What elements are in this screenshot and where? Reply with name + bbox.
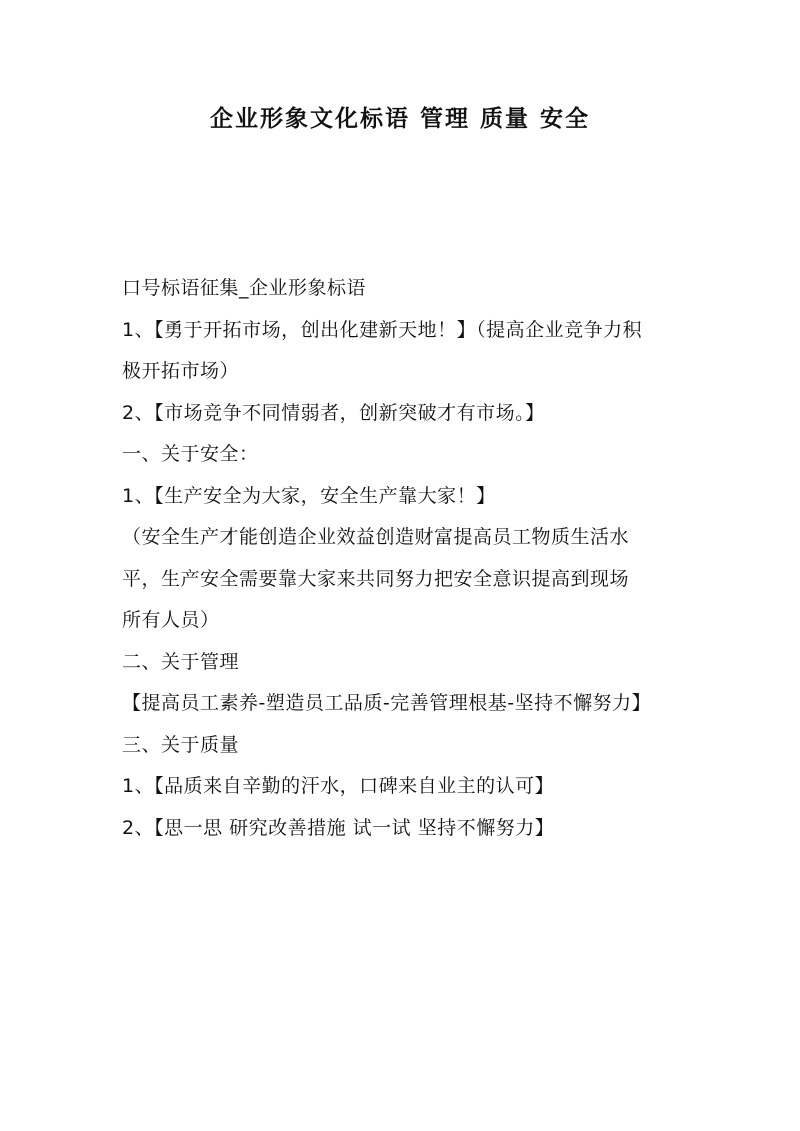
body-line: 口号标语征集_企业形象标语 (122, 277, 367, 299)
body-line: 1、【品质来自辛勤的汗水，口碑来自业主的认可】 (122, 775, 555, 797)
document-body (122, 268, 688, 849)
body-line: 所有人员） (122, 609, 220, 631)
body-line: 极开拓市场） (122, 360, 240, 382)
section-heading-safety: 一、关于安全： (122, 443, 259, 465)
body-line: 【提高员工素养-塑造员工品质-完善管理根基-坚持不懈努力】 (122, 692, 652, 714)
body-line: 平，生产安全需要靠大家来共同努力把安全意识提高到现场 (122, 567, 630, 590)
body-line: 1、【勇于开拓市场，创出化建新天地！】（提高企业竞争力积 (122, 318, 643, 341)
document-title: 企业形象文化标语 管理 质量 安全 (209, 106, 591, 132)
body-line: （安全生产才能创造企业效益创造财富提高员工物质生活水 (122, 526, 630, 548)
section-heading-management: 二、关于管理 (122, 650, 240, 673)
section-heading-quality: 三、关于质量 (122, 733, 240, 756)
body-line: 1、【生产安全为大家，安全生产靠大家！】 (122, 484, 496, 507)
body-line: 2、【思一思 研究改善措施 试一试 坚持不懈努力】 (122, 816, 555, 839)
body-line: 2、【市场竞争不同情弱者，创新突破才有市场。】 (122, 401, 545, 424)
